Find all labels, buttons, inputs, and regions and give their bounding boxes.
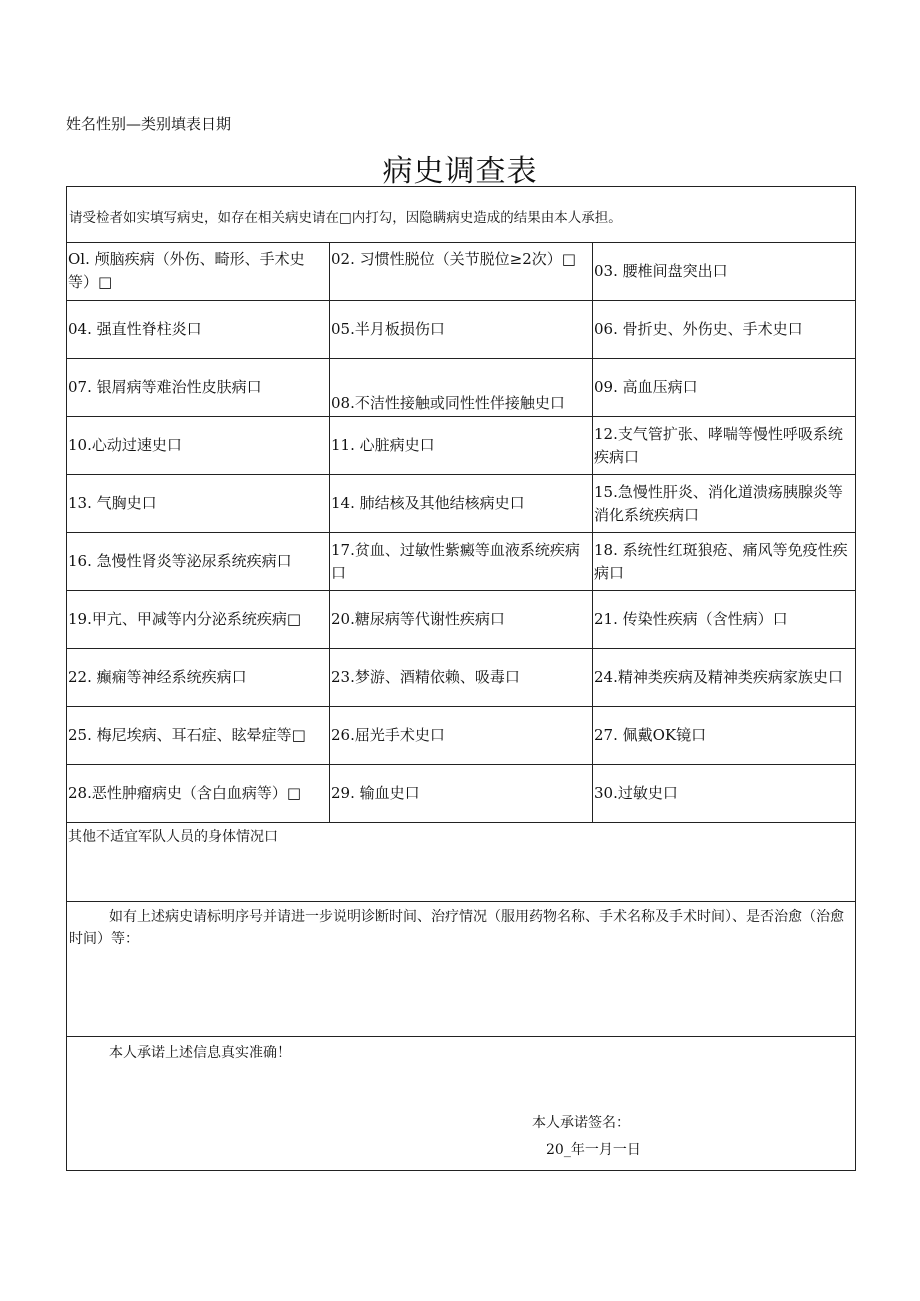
- condition-11[interactable]: 11. 心脏病史口: [330, 417, 593, 474]
- condition-23[interactable]: 23.梦游、酒精依赖、吸毒口: [330, 649, 593, 706]
- table-row: [67, 243, 855, 301]
- table-row: [67, 301, 855, 359]
- table-row: [67, 707, 855, 765]
- table-row: [67, 765, 855, 823]
- condition-17[interactable]: 17.贫血、过敏性紫癜等血液系统疾病口: [330, 533, 593, 590]
- condition-09[interactable]: 09. 高血压病口: [594, 378, 698, 396]
- condition-01[interactable]: Ol. 颅脑疾病（外伤、畸形、手术史等）□: [67, 243, 330, 300]
- condition-19[interactable]: 19.甲亢、甲减等内分泌系统疾病□: [67, 591, 330, 648]
- table-row: [67, 359, 855, 417]
- condition-14[interactable]: 14. 肺结核及其他结核病史口: [330, 475, 593, 532]
- condition-18[interactable]: 18. 系统性红斑狼疮、痛风等免疫性疾病口: [594, 540, 848, 582]
- table-row: [67, 591, 855, 649]
- page-title: 病史调查表: [382, 154, 538, 189]
- promise-statement: 本人承诺上述信息真实准确！: [109, 1045, 291, 1061]
- condition-02[interactable]: 02. 习惯性脱位（关节脱位≥2次）□: [330, 243, 593, 300]
- condition-21[interactable]: 21. 传染性疾病（含性病）口: [594, 610, 788, 628]
- condition-20[interactable]: 20.糖尿病等代谢性疾病口: [330, 591, 593, 648]
- condition-22[interactable]: 22. 癫痫等神经系统疾病口: [67, 649, 330, 706]
- condition-10[interactable]: 10.心动过速史口: [67, 417, 330, 474]
- form-instructions: 请受检者如实填写病史，如存在相关病史请在□内打勾，因隐瞒病史造成的结果由本人承担。: [67, 187, 855, 243]
- condition-06[interactable]: 06. 骨折史、外伤史、手术史口: [594, 320, 803, 338]
- condition-24[interactable]: 24.精神类疾病及精神类疾病家族史口: [594, 668, 843, 686]
- condition-grid: [67, 243, 855, 823]
- table-row: [67, 533, 855, 591]
- condition-29[interactable]: 29. 输血史口: [330, 765, 593, 822]
- table-row: [67, 475, 855, 533]
- condition-16[interactable]: 16. 急慢性肾炎等泌尿系统疾病口: [67, 533, 330, 590]
- table-row: [67, 649, 855, 707]
- condition-12[interactable]: 12.支气管扩张、哮喘等慢性呼吸系统疾病口: [594, 424, 843, 466]
- history-details-field[interactable]: 如有上述病史请标明序号并请进一步说明诊断时间、治疗情况（服用药物名称、手术名称及手术时间）、是否治愈（治愈时间）等：: [67, 902, 855, 1037]
- condition-04[interactable]: 04. 强直性脊柱炎口: [67, 301, 330, 358]
- other-conditions-field[interactable]: 其他不适宜军队人员的身体情况口: [67, 819, 855, 902]
- condition-05[interactable]: 05.半月板损伤口: [330, 301, 593, 358]
- condition-07[interactable]: 07. 银屑病等难治性皮肤病口: [67, 359, 330, 416]
- condition-26[interactable]: 26.屈光手术史口: [330, 707, 593, 764]
- history-form: [66, 186, 856, 1171]
- condition-25[interactable]: 25. 梅尼埃病、耳石症、眩晕症等□: [67, 707, 330, 764]
- promise-section: [67, 1037, 855, 1172]
- condition-30[interactable]: 30.过敏史口: [594, 784, 678, 802]
- condition-13[interactable]: 13. 气胸史口: [67, 475, 330, 532]
- signature-field[interactable]: 本人承诺签名：: [532, 1115, 630, 1131]
- condition-08[interactable]: 08.不洁性接触或同性性伴接触史口: [330, 359, 593, 416]
- condition-15[interactable]: 15.急慢性肝炎、消化道溃疡胰腺炎等消化系统疾病口: [594, 482, 843, 524]
- table-row: [67, 417, 855, 475]
- date-field[interactable]: 20_年一月一日: [546, 1142, 641, 1158]
- condition-27[interactable]: 27. 佩戴OK镜口: [594, 726, 707, 744]
- header-line: 姓名性别—类别填表日期: [66, 115, 232, 133]
- condition-28[interactable]: 28.恶性肿瘤病史（含白血病等）□: [67, 765, 330, 822]
- condition-03[interactable]: 03. 腰椎间盘突出口: [594, 262, 728, 280]
